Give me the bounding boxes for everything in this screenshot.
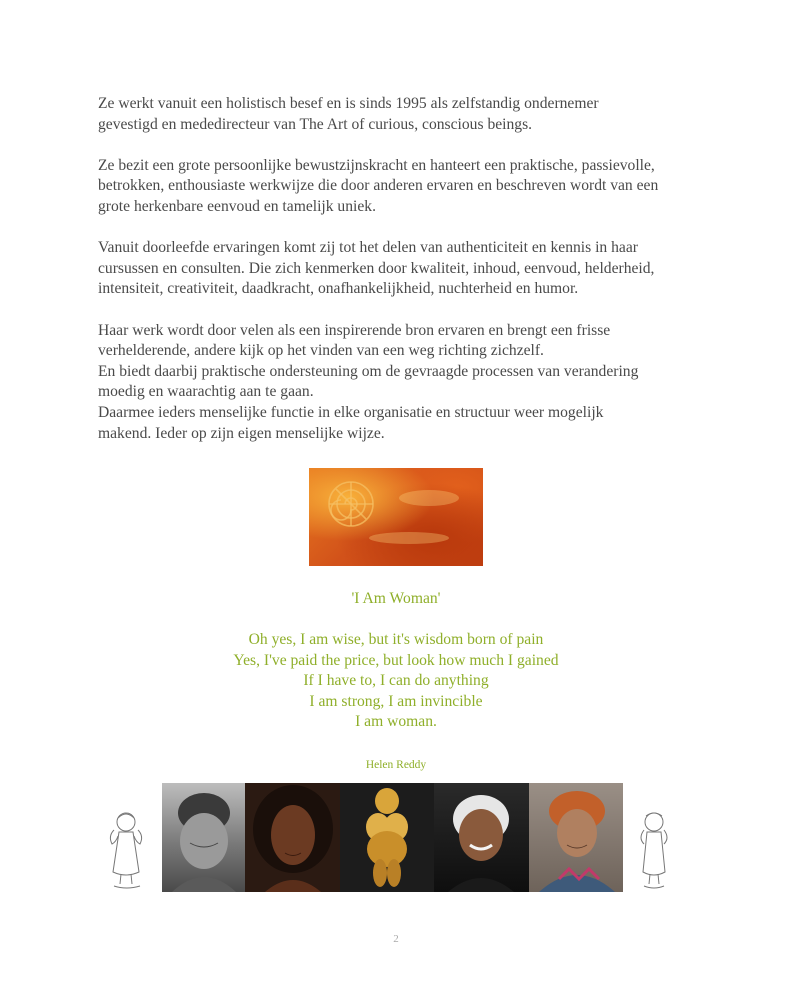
poem-verse xyxy=(196,630,596,733)
text-line: verhelderende, andere kijk op het vinden van een weg richting zichzelf. xyxy=(98,342,544,360)
text-line: makend. Ieder op zijn eigen menselijke wijze. xyxy=(98,424,385,442)
poem-author: Helen Reddy xyxy=(365,759,427,771)
page-number: 2 xyxy=(393,933,399,945)
paragraph-2 xyxy=(98,156,698,218)
poem-title: 'I Am Woman' xyxy=(351,590,441,607)
poem-line: I am woman. xyxy=(355,713,437,731)
text-line: moedig en waarachtig aan te gaan. xyxy=(98,383,314,401)
text-line: gevestigd en mededirecteur van The Art of curious, conscious beings. xyxy=(98,115,533,133)
paragraph-1 xyxy=(98,94,698,135)
angel-sketch-right-icon xyxy=(634,808,674,890)
portrait-venus-figurine xyxy=(340,783,434,892)
spiral-symbol-icon xyxy=(309,468,483,566)
women-portrait-strip xyxy=(162,783,623,892)
poem-line: I am strong, I am invincible xyxy=(309,692,483,710)
paragraph-4 xyxy=(98,321,698,445)
text-line: intensiteit, creativiteit, daadkracht, onafhankelijkheid, nuchterheid en humor. xyxy=(98,280,579,298)
portrait-elderly-woman-scarf xyxy=(529,783,623,892)
text-line: En biedt daarbij praktische ondersteuning om de gevraagde processen van verandering xyxy=(98,362,639,380)
portrait-smiling-woman xyxy=(434,783,529,892)
orange-spiral-artwork xyxy=(309,468,483,566)
poem-line: If I have to, I can do anything xyxy=(303,672,489,690)
text-line: betrokken, enthousiaste werkwijze die door anderen ervaren en beschreven wordt van een xyxy=(98,177,659,195)
poem-line: Oh yes, I am wise, but it's wisdom born of pain xyxy=(248,631,544,648)
text-line: Ze werkt vanuit een holistisch besef en is sinds 1995 als zelfstandig ondernemer xyxy=(98,95,599,112)
text-line: Daarmee ieders menselijke functie in elke organisatie en structuur weer mogelijk xyxy=(98,403,604,421)
text-line: Ze bezit een grote persoonlijke bewustzijnskracht en hanteert een praktische, passievolle, xyxy=(98,156,655,174)
portrait-elderly-woman-hat xyxy=(162,783,245,892)
body-text xyxy=(98,94,698,465)
portrait-young-woman xyxy=(245,783,340,892)
text-line: Vanuit doorleefde ervaringen komt zij tot het delen van authenticiteit en kennis in haar xyxy=(98,239,638,257)
paragraph-3 xyxy=(98,238,698,300)
text-line: Haar werk wordt door velen als een inspirerende bron ervaren en brengt een frisse xyxy=(98,321,611,339)
text-line: grote herkenbare eenvoud en tamelijk uniek. xyxy=(98,197,376,215)
poem-line: Yes, I've paid the price, but look how much I gained xyxy=(233,651,559,669)
angel-sketch-left-icon xyxy=(106,808,148,890)
text-line: cursussen en consulten. Die zich kenmerken door kwaliteit, inhoud, eenvoud, helderheid, xyxy=(98,259,655,277)
